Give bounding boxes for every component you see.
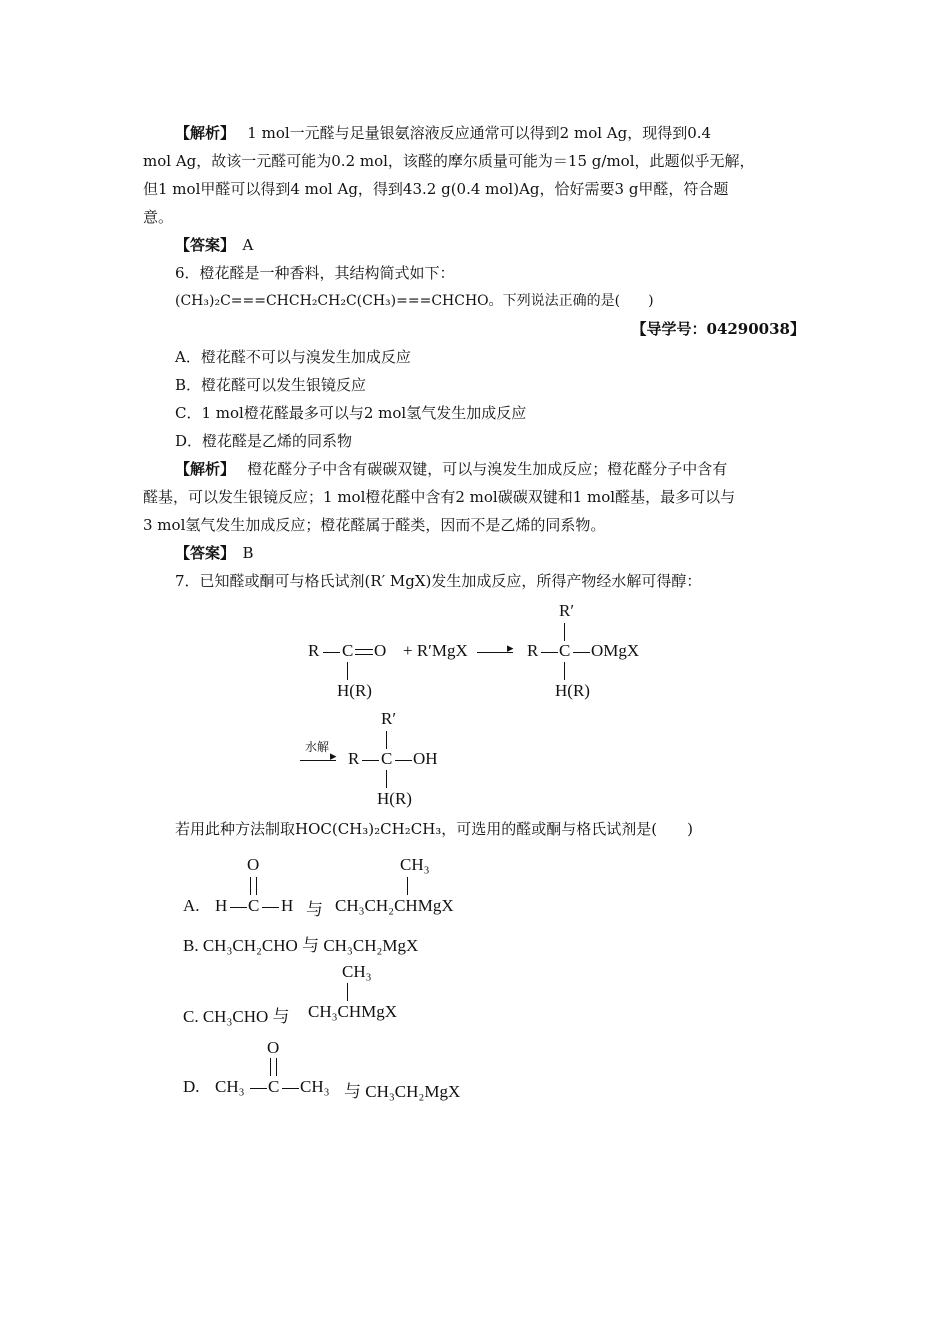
reactant-c: C [342,641,354,660]
q5-analysis-line3: 但1 mol甲醛可以得到4 mol Ag，得到43.2 g(0.4 mol)Ag，恰好需要3 g甲醛，符合题 [143,180,729,198]
product-c: C [381,749,393,768]
bond [230,907,247,908]
intermediate-omgx: OMgX [591,641,640,660]
bond [573,652,590,653]
bond [323,652,340,653]
arrow-head-icon: ▸ [330,748,337,763]
bond [250,1088,267,1089]
bond [262,907,279,908]
double-bond [250,877,257,895]
q5-answer: 【答案】 A [175,236,254,254]
bond [564,662,565,680]
reactant-h: H(R) [337,681,372,700]
q7-option-b: B. CH₃CH₂CHO 与 CH₃CH₂MgX [183,936,419,955]
q6-analysis-line3: 3 mol氢气发生加成反应；橙花醛属于醛类，因而不是乙烯的同系物。 [143,516,606,534]
optA-ch3: CH₃ [400,855,430,874]
intermediate-h: H(R) [555,681,590,700]
reactant-o: O [374,641,387,660]
intermediate-rprime: R′ [559,601,575,620]
intermediate-r: R [527,641,539,660]
bond [347,662,348,680]
optA-o: O [247,855,260,874]
bond [395,760,412,761]
optA-h1: H [215,896,228,915]
optA-h2: H [281,896,294,915]
q6-analysis-line2: 醛基，可以发生银镜反应；1 mol橙花醛中含有2 mol碳碳双键和1 mol醛基，最多可以与 [143,488,736,506]
bond [564,623,565,641]
optC-ch3: CH₃ [342,962,372,981]
grignard-reagent: + R′MgX [403,641,468,660]
guide-number: 【导学号：04290038】 [631,320,805,338]
bond [347,983,348,1001]
q6-option-b: B．橙花醛可以发生银镜反应 [175,376,367,394]
q7-stem: 7．已知醛或酮可与格氏试剂(R′ MgX)发生加成反应，所得产物经水解可得醇： [175,572,702,590]
optD-label: D. [183,1077,200,1096]
q6-answer: 【答案】 B [175,544,254,562]
q6-option-d: D．橙花醛是乙烯的同系物 [175,432,353,450]
optD-o: O [267,1038,280,1057]
q6-option-a: A．橙花醛不可以与溴发生加成反应 [175,348,411,366]
q5-analysis-line2: mol Ag，故该一元醛可能为0.2 mol，该醛的摩尔质量可能为＝15 g/mol，此题似乎无解， [143,152,755,170]
q6-stem: 6．橙花醛是一种香料，其结构简式如下： [175,264,455,282]
intermediate-c: C [559,641,571,660]
q5-analysis-line1: 【解析】 1 mol一元醛与足量银氨溶液反应通常可以得到2 mol Ag，现得到0.4 [175,124,712,142]
q7-question: 若用此种方法制取HOC(CH₃)₂CH₂CH₃，可选用的醛或酮与格氏试剂是( ) [175,820,693,838]
optD-tail: 与 CH₃CH₂MgX [344,1082,461,1101]
bond [282,1088,299,1089]
optA-reagent: CH₃CH₂CHMgX [335,896,454,915]
analysis-tag: 【解析】 [175,124,228,142]
optA-yu: 与 [306,900,323,920]
reactant-r: R [308,641,320,660]
product-rprime: R′ [381,709,397,728]
optC-label: C. CH₃CHO 与 [183,1007,290,1026]
optA-c: C [248,896,260,915]
arrow-head-icon: ▸ [507,640,514,655]
bond [386,770,387,788]
q5-analysis-line4: 意。 [143,208,174,226]
bond [541,652,558,653]
optD-left: CH₃ [215,1077,245,1096]
double-bond-bottom [355,654,373,655]
product-oh: OH [413,749,438,768]
double-bond [270,1058,277,1076]
optD-right: CH₃ [300,1077,330,1096]
optD-c: C [268,1077,280,1096]
bond [386,731,387,749]
q6-formula: (CH₃)₂C===CHCH₂CH₂C(CH₃)===CHCHO。下列说法正确的是( ) [175,293,654,309]
product-h: H(R) [377,789,412,808]
bond [407,877,408,895]
hydrolysis-label: 水解 [305,740,330,754]
q6-option-c: C．1 mol橙花醛最多可以与2 mol氢气发生加成反应 [175,404,527,422]
optC-reagent: CH₃CHMgX [308,1002,398,1021]
q6-analysis-line1: 【解析】 橙花醛分子中含有碳碳双键，可以与溴发生加成反应；橙花醛分子中含有 [175,460,728,478]
optA-label: A. [183,896,200,915]
double-bond-top [355,649,373,650]
bond [362,760,379,761]
product-r: R [348,749,360,768]
